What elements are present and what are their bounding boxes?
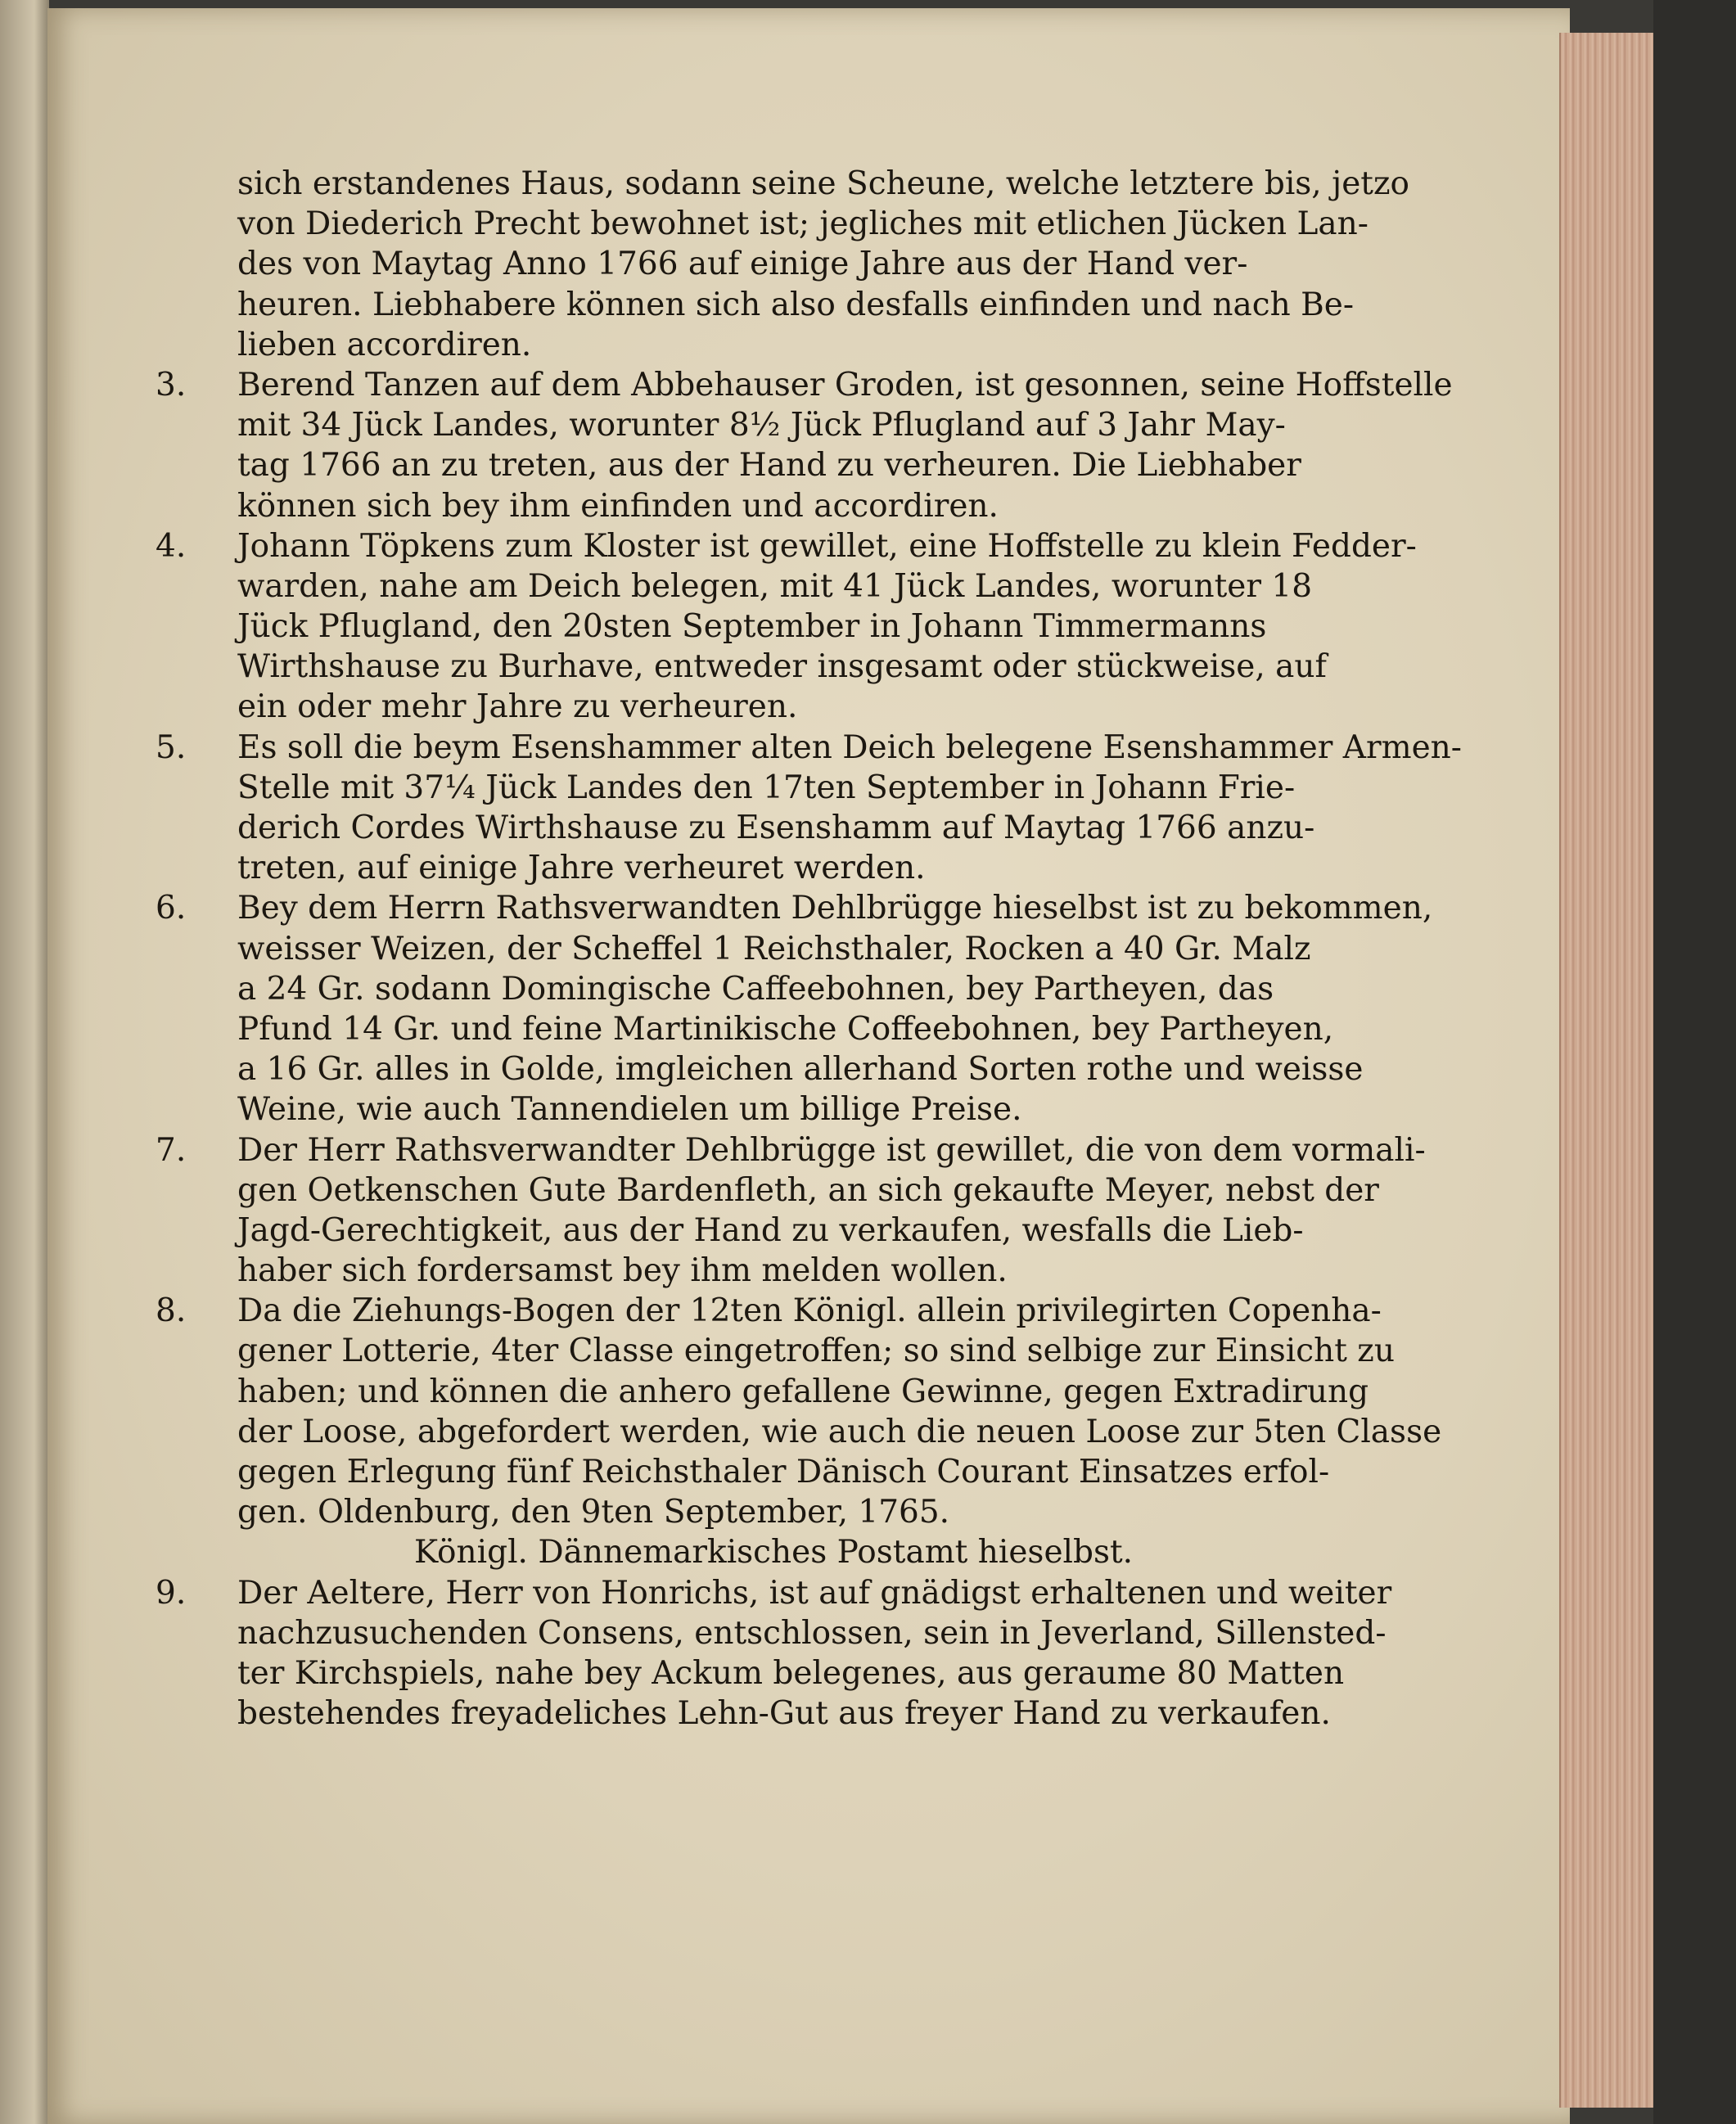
- line-text: gener Lotterie, 4ter Classe eingetroffen; so sind selbige zur Einsicht zu: [237, 1333, 1395, 1370]
- text-line: [156, 1372, 1369, 1412]
- facing-page-edge: [0, 0, 49, 2124]
- text-line: [156, 1331, 1395, 1371]
- line-text: gen. Oldenburg, den 9ten September, 1765.: [237, 1494, 950, 1531]
- text-line: [156, 1049, 1364, 1089]
- text-line: [156, 1251, 1310, 1291]
- line-text: von Diederich Precht bewohnet ist; jegliches mit etlichen Jücken Lan-: [237, 205, 1369, 243]
- line-text: mit 34 Jück Landes, worunter 8½ Jück Pflugland auf 3 Jahr May-: [237, 407, 1286, 444]
- line-text: heuren. Liebhabere können sich also desfalls einfinden und nach Be-: [237, 286, 1355, 323]
- line-text: lieben accordiren.: [237, 326, 532, 363]
- entry-first-line: [156, 365, 1453, 405]
- text-line: [156, 848, 1310, 888]
- entry-number: 9.: [156, 1574, 187, 1612]
- entry-number: 5.: [156, 728, 187, 766]
- text-line: [156, 1009, 1334, 1049]
- entry-first-line: [156, 728, 1462, 768]
- scan-margin: [1653, 0, 1736, 2124]
- page-stack-edge: [1559, 33, 1655, 2108]
- line-text: haben; und können die anhero gefallene Gewinne, gegen Extradirung: [237, 1373, 1369, 1410]
- line-text: Berend Tanzen auf dem Abbehauser Groden, ist gesonnen, seine Hoffstelle: [237, 366, 1453, 404]
- text-line: [156, 204, 1369, 244]
- text-line: [156, 325, 1310, 365]
- line-text: der Loose, abgefordert werden, wie auch die neuen Loose zur 5ten Classe: [237, 1413, 1442, 1450]
- line-text: weisser Weizen, der Scheffel 1 Reichsthaler, Rocken a 40 Gr. Malz: [237, 930, 1311, 967]
- line-text: Jagd-Gerechtigkeit, aus der Hand zu verkaufen, wesfalls die Lieb-: [237, 1211, 1304, 1249]
- line-text: Johann Töpkens zum Kloster ist gewillet, eine Hoffstelle zu klein Fedder-: [237, 527, 1417, 565]
- text-line: [156, 1211, 1310, 1251]
- line-text: des von Maytag Anno 1766 auf einige Jahre aus der Hand ver-: [237, 246, 1248, 283]
- line-text: derich Cordes Wirthshause zu Esenshamm auf Maytag 1766 anzu-: [237, 809, 1315, 846]
- text-line: [156, 1170, 1379, 1211]
- entry-number: 3.: [156, 366, 187, 404]
- page-text: [156, 164, 1462, 1734]
- entry-first-line: [156, 1573, 1392, 1613]
- text-line: [156, 1452, 1330, 1492]
- text-line: [156, 285, 1355, 325]
- line-text: Wirthshause zu Burhave, entweder insgesamt oder stückweise, auf: [237, 648, 1327, 686]
- entry-first-line: [156, 888, 1433, 928]
- text-line: [156, 1412, 1442, 1452]
- line-text: Da die Ziehungs-Bogen der 12ten Königl. allein privilegirten Copenha-: [237, 1292, 1382, 1330]
- text-line: [156, 808, 1315, 848]
- line-text: bestehendes freyadeliches Lehn-Gut aus freyer Hand zu verkaufen.: [237, 1695, 1331, 1733]
- line-text: Königl. Dännemarkisches Postamt hieselbst.: [413, 1534, 1134, 1572]
- text-line: [156, 405, 1310, 445]
- text-line: [156, 1089, 1310, 1130]
- text-line: [156, 566, 1313, 607]
- line-text: ein oder mehr Jahre zu verheuren.: [237, 688, 798, 726]
- line-text: haber sich fordersamst bey ihm melden wollen.: [237, 1252, 1008, 1290]
- line-text: Jück Pflugland, den 20sten September in Johann Timmermanns: [237, 608, 1267, 646]
- text-line: [156, 768, 1310, 808]
- entry-number: 8.: [156, 1292, 187, 1330]
- line-text: gegen Erlegung fünf Reichsthaler Dänisch Courant Einsatzes erfol-: [237, 1454, 1330, 1490]
- text-line: [156, 1532, 1310, 1572]
- entry-number: 4.: [156, 527, 187, 565]
- entry-number: 6.: [156, 890, 187, 927]
- entry-first-line: [156, 526, 1417, 566]
- line-text: nachzusuchenden Consens, entschlossen, sein in Jeverland, Sillensted-: [237, 1614, 1387, 1652]
- text-line: [156, 244, 1310, 284]
- text-line: [156, 607, 1310, 647]
- line-text: Der Aeltere, Herr von Honrichs, ist auf gnädigst erhaltenen und weiter: [237, 1574, 1392, 1612]
- text-line: [156, 486, 1310, 526]
- line-text: ter Kirchspiels, nahe bey Ackum belegenes, aus geraume 80 Matten: [237, 1654, 1345, 1692]
- entry-first-line: [156, 1130, 1426, 1170]
- line-text: Es soll die beym Esenshammer alten Deich belegene Esenshammer Armen-: [237, 728, 1462, 766]
- line-text: Weine, wie auch Tannendielen um billige Preise.: [237, 1091, 1022, 1129]
- text-line: [156, 1653, 1345, 1693]
- line-text: Stelle mit 37¼ Jück Landes den 17ten September in Johann Frie-: [237, 769, 1296, 806]
- text-line: [156, 1492, 1310, 1532]
- text-line: [156, 1693, 1331, 1734]
- line-text: gen Oetkenschen Gute Bardenfleth, an sich gekaufte Meyer, nebst der: [237, 1171, 1379, 1209]
- text-line: [156, 164, 1409, 204]
- text-line: [156, 445, 1310, 485]
- line-text: a 16 Gr. alles in Golde, imgleichen allerhand Sorten rothe und weisse: [237, 1051, 1364, 1089]
- text-line: [156, 647, 1327, 687]
- line-text: Bey dem Herrn Rathsverwandten Dehlbrügge hieselbst ist zu bekommen,: [237, 890, 1433, 927]
- text-line: [156, 929, 1310, 969]
- entry-number: 7.: [156, 1131, 187, 1169]
- line-text: tag 1766 an zu treten, aus der Hand zu verheuren. Die Liebhaber: [237, 447, 1301, 485]
- text-line: [156, 1613, 1387, 1653]
- line-text: Der Herr Rathsverwandter Dehlbrügge ist gewillet, die von dem vormali-: [237, 1131, 1426, 1169]
- line-text: können sich bey ihm einfinden und accordiren.: [237, 487, 999, 525]
- line-text: Pfund 14 Gr. und feine Martinikische Coffeebohnen, bey Partheyen,: [237, 1010, 1334, 1048]
- line-text: sich erstandenes Haus, sodann seine Scheune, welche letztere bis, jetzo: [237, 165, 1409, 202]
- line-text: a 24 Gr. sodann Domingische Caffeebohnen, bey Partheyen, das: [237, 970, 1274, 1008]
- entry-first-line: [156, 1291, 1382, 1331]
- text-line: [156, 687, 1310, 727]
- line-text: treten, auf einige Jahre verheuret werden.: [237, 850, 926, 887]
- text-line: [156, 969, 1310, 1009]
- line-text: warden, nahe am Deich belegen, mit 41 Jück Landes, worunter 18: [237, 567, 1313, 605]
